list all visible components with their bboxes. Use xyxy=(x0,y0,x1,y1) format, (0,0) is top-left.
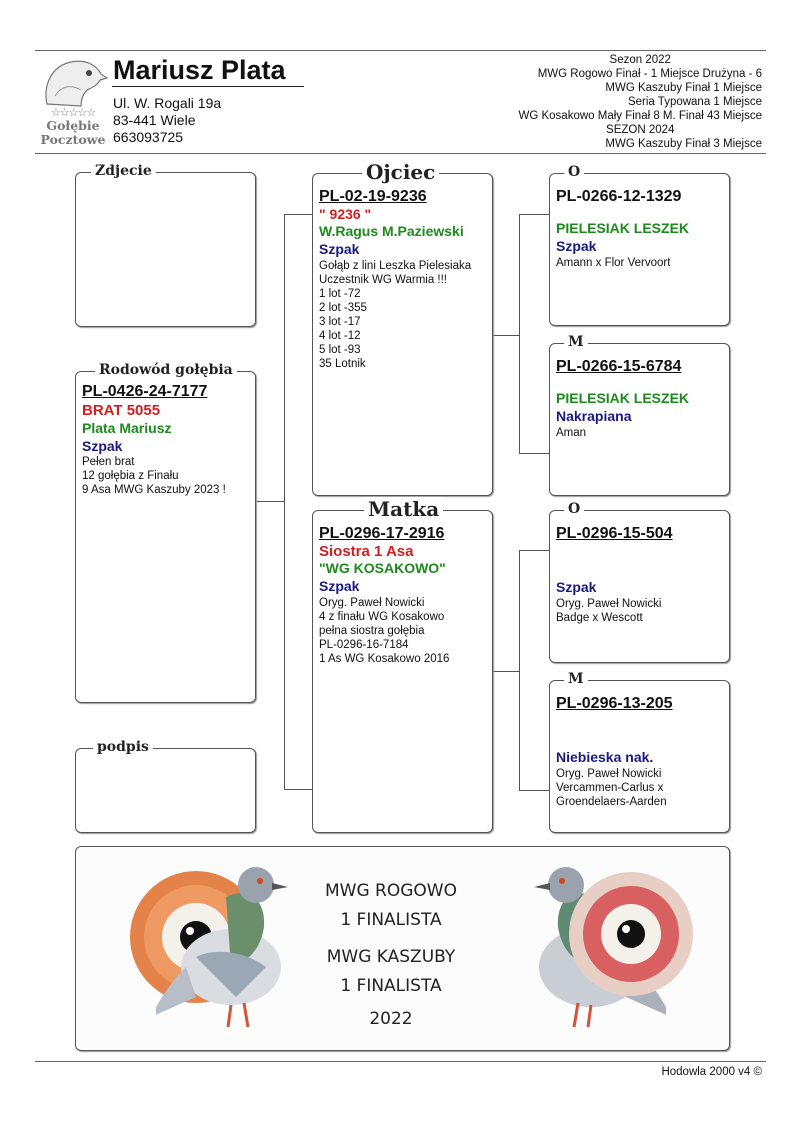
banner-line-5: 2022 xyxy=(369,1009,413,1029)
ff-owner: PIELESIAK LESZEK xyxy=(556,220,690,236)
pigeon-color: Szpak xyxy=(82,438,123,454)
signature-box xyxy=(75,748,256,833)
connector xyxy=(519,550,549,551)
logo-stars: ☆☆☆☆☆ xyxy=(50,107,96,119)
fm-ring: PL-0266-15-6784 xyxy=(556,358,682,375)
father-box-title: Ojciec xyxy=(362,160,439,184)
note-line: Pełen brat xyxy=(82,456,135,468)
note-line: 2 lot -355 xyxy=(319,302,367,314)
footer-rule xyxy=(35,1061,766,1062)
pigeon-box-title: Rodowód gołębia xyxy=(95,362,237,378)
mm-color: Niebieska nak. xyxy=(556,749,654,765)
ff-color: Szpak xyxy=(556,238,597,254)
note-line: 35 Lotnik xyxy=(319,358,366,370)
connector xyxy=(519,790,549,791)
pigeon-ring: PL-0426-24-7177 xyxy=(82,383,208,400)
achievements-right xyxy=(519,53,763,151)
note-line: 3 lot -17 xyxy=(319,316,361,328)
note-line: pełna siostra gołębia xyxy=(319,625,425,637)
banner-line-4: 1 FINALISTA xyxy=(340,976,442,996)
father-ring: PL-02-19-9236 xyxy=(319,188,427,205)
achievement-line: MWG Kaszuby Finał 1 Miejsce xyxy=(605,82,762,94)
ff-box xyxy=(549,173,730,326)
note-line: 4 lot -12 xyxy=(319,330,361,342)
note-line: Aman xyxy=(556,427,587,439)
banner-line-3: MWG KASZUBY xyxy=(326,947,456,967)
address-phone: 663093725 xyxy=(113,129,184,145)
photo-box xyxy=(75,172,256,327)
note-line: Uczestnik WG Warmia !!! xyxy=(319,274,447,286)
ff-ring: PL-0266-12-1329 xyxy=(556,188,682,205)
banner-line-1: MWG ROGOWO xyxy=(325,881,457,901)
fm-box-title: M xyxy=(564,334,588,350)
ff-notes xyxy=(556,256,726,270)
logo-text-1: Gołębie xyxy=(46,118,100,133)
signature-box-title: podpis xyxy=(93,739,153,755)
note-line: Amann x Flor Vervoort xyxy=(556,257,671,269)
mother-box-title: Matka xyxy=(364,497,443,521)
mm-box xyxy=(549,680,730,833)
note-line: Badge x Wescott xyxy=(556,612,643,624)
mother-notes xyxy=(319,596,489,666)
connector xyxy=(492,335,520,336)
connector xyxy=(519,453,549,454)
photo-box-title: Zdjecie xyxy=(91,163,156,179)
note-line: Oryg. Paweł Nowicki xyxy=(319,597,425,609)
mf-color: Szpak xyxy=(556,579,597,595)
father-owner: W.Ragus M.Paziewski xyxy=(319,223,464,239)
pigeon-eye-right-image xyxy=(566,869,696,999)
mother-ring: PL-0296-17-2916 xyxy=(319,525,445,542)
note-line: 1 lot -72 xyxy=(319,288,361,300)
banner-text xyxy=(301,877,481,1034)
connector xyxy=(492,671,520,672)
logo xyxy=(37,56,109,150)
header-top-rule xyxy=(35,50,766,51)
note-line: 1 As WG Kosakowo 2016 xyxy=(319,653,450,665)
connector xyxy=(284,214,312,215)
mf-box-title: O xyxy=(564,501,584,517)
header-bottom-rule xyxy=(35,153,766,154)
address-city: 83-441 Wiele xyxy=(113,112,196,128)
breeder-name-underline xyxy=(112,86,304,87)
pigeon-notes xyxy=(82,455,252,497)
fm-owner: PIELESIAK LESZEK xyxy=(556,390,690,406)
mm-ring: PL-0296-13-205 xyxy=(556,695,673,712)
connector xyxy=(519,214,549,215)
address-street: Ul. W. Rogali 19a xyxy=(113,95,222,111)
mf-notes xyxy=(556,597,726,625)
achievement-line: WG Kosakowo Mały Finał 8 M. Finał 43 Miejsce xyxy=(518,110,762,122)
mother-color: Szpak xyxy=(319,578,360,594)
mm-notes xyxy=(556,767,726,809)
breeder-name: Mariusz Plata xyxy=(113,55,286,85)
note-line: 4 z finału WG Kosakowo xyxy=(319,611,445,623)
achievement-season-2024: SEZON 2024 xyxy=(606,124,675,136)
mother-name: Siostra 1 Asa xyxy=(319,543,414,560)
fm-color: Nakrapiana xyxy=(556,408,632,424)
father-notes xyxy=(319,259,489,371)
note-line: PL-0296-16-7184 xyxy=(319,639,409,651)
banner-line-2: 1 FINALISTA xyxy=(340,910,442,930)
pigeon-owner: Plata Mariusz xyxy=(82,420,172,436)
mf-box xyxy=(549,510,730,663)
breeder-address xyxy=(113,95,221,146)
connector xyxy=(255,501,285,502)
fm-box xyxy=(549,343,730,496)
achievement-line: Seria Typowana 1 Miejsce xyxy=(627,96,762,108)
note-line: 9 Asa MWG Kaszuby 2023 ! xyxy=(82,484,226,496)
fm-notes xyxy=(556,426,726,440)
note-line: Oryg. Paweł Nowicki xyxy=(556,768,662,780)
pigeon-left-image xyxy=(156,857,296,1037)
note-line: Gołąb z lini Leszka Pielesiaka xyxy=(319,260,472,272)
connector xyxy=(519,550,520,791)
connector xyxy=(284,214,285,790)
mother-owner: "WG KOSAKOWO" xyxy=(319,560,446,576)
mm-box-title: M xyxy=(564,671,588,687)
pigeon-box xyxy=(75,371,256,703)
footer-text: Hodowla 2000 v4 © xyxy=(661,1066,762,1078)
achievement-line: MWG Rogowo Finał - 1 Miejsce Drużyna - 6 xyxy=(537,68,762,80)
mother-box xyxy=(312,510,493,833)
father-name: " 9236 " xyxy=(319,206,372,222)
father-color: Szpak xyxy=(319,241,360,257)
father-box xyxy=(312,173,493,496)
pigeon-head-icon xyxy=(37,56,109,112)
achievement-season-2022: Sezon 2022 xyxy=(609,54,671,66)
note-line: 5 lot -93 xyxy=(319,344,361,356)
mf-ring: PL-0296-15-504 xyxy=(556,525,673,542)
logo-text-2: Pocztowe xyxy=(40,132,106,147)
pigeon-name: BRAT 5055 xyxy=(82,402,161,419)
achievement-line: MWG Kaszuby Finał 3 Miejsce xyxy=(605,138,762,150)
note-line: Oryg. Paweł Nowicki xyxy=(556,598,662,610)
banner-box xyxy=(75,846,730,1051)
ff-box-title: O xyxy=(564,164,584,180)
note-line: Vercammen-Carlus x xyxy=(556,782,664,794)
connector xyxy=(519,214,520,453)
connector xyxy=(284,789,312,790)
note-line: Groendelaers-Aarden xyxy=(556,796,667,808)
note-line: 12 gołębia z Finału xyxy=(82,470,179,482)
